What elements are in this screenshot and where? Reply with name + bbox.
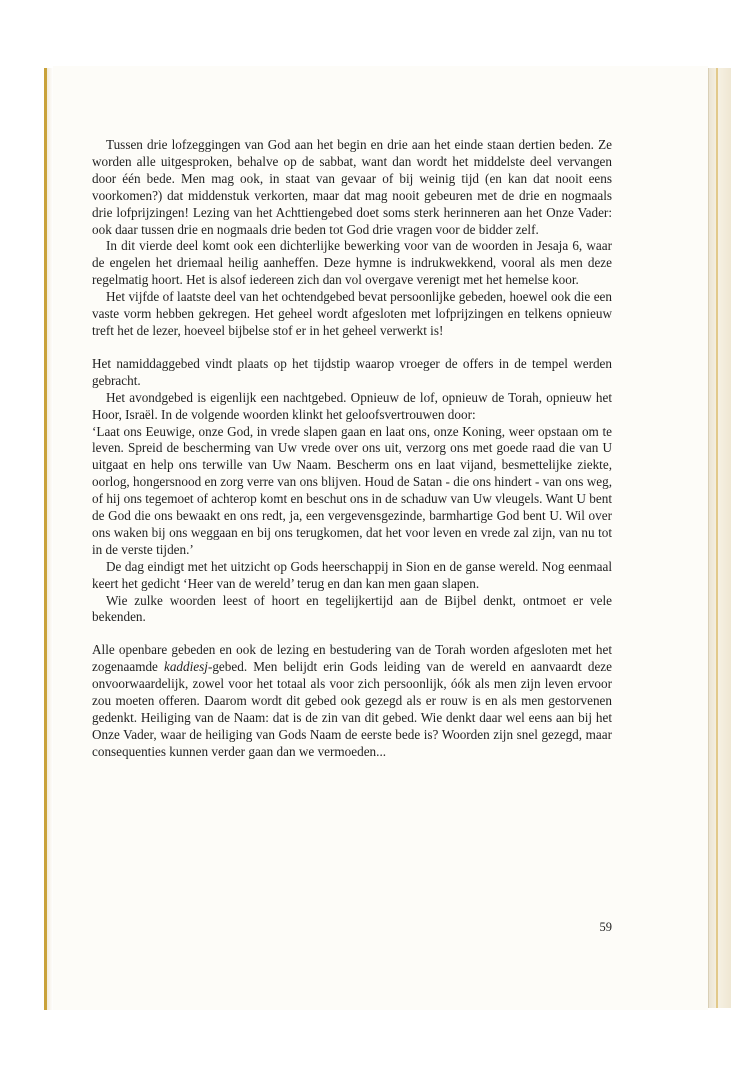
page-stack-edge-line	[716, 68, 718, 1008]
paragraph-lofzeggingen: Tussen drie lofzeggingen van God aan het begin en drie aan het einde staan dertien beden. Ze worden alle uitgesproken, behalve op de sabbat, want dan wordt het middelste deel vervangen door één bede. Men mag ook, in staat van gevaar of bij weinig tijd (en kan dat nooit eens voorkomen?) dat middenstuk verkorten, maar dat mag nooit gebeuren met de drie en nogmaals drie lofprijzingen! Lezing van het Achttiengebed doet soms sterk herinneren aan het Onze Vader: ook daar tussen drie en nogmaals drie beden tot God drie vragen voor de bidder zelf.	[92, 137, 612, 237]
paragraph-dag-eindigt: De dag eindigt met het uitzicht op Gods heerschappij in Sion en de ganse wereld. Nog eenmaal keert het gedicht ‘Heer van de wereld’ terug en dan kan men gaan slapen.	[92, 558, 612, 591]
paragraph-kaddiesj	[92, 642, 612, 760]
paragraph-vijfde-deel: Het vijfde of laatste deel van het ochtendgebed bevat persoonlijke gebeden, hoewel ook die een vaste vorm hebben gekregen. Het geheel wordt afgesloten met lofprijzingen en telkens opnieuw treft het de lezer, hoeveel bijbelse stof er in het geheel verwerkt is!	[92, 289, 612, 338]
kaddiesj-text-before: Alle openbare gebeden en ook de lezing en bestudering van de Torah worden afgesloten met het zogenaamde	[92, 642, 612, 675]
prayer-quote: ‘Laat ons Eeuwige, onze God, in vrede slapen gaan en laat ons, onze Koning, weer opstaan om te leven. Spreid de bescherming van Uw vrede over ons uit, verzorg ons met goede raad die van U uitgaat en help ons terwille van Uw Naam. Bescherm ons en laat vijand, besmettelijke ziekte, oorlog, hongersnood en zorg verre van ons blijven. Houd de Satan - die ons hindert - van ons weg, of hij ons tegemoet of achterop komt en beschut ons in de schaduw van Uw vleugels. Want U bent de God die ons bewaakt en ons redt, ja, een vergevensgezinde, barmhartige God bent U. Wil over ons waken bij ons weggaan en bij ons terugkomen, dat het voor leven en vrede zal zijn, van nu tot in de verste tijden.’	[92, 423, 612, 557]
kaddiesj-term: kaddiesj	[163, 659, 208, 675]
kaddiesj-text-after: -gebed. Men belijdt erin Gods leiding van de wereld en aanvaardt deze onvoorwaardelijk, zowel voor het totaal als voor zich persoonlijk, óók als men zijn leven ervoor zou moeten offeren. Daarom wordt dit gebed ook gezegd als er rouw is en als men gestorvenen gedenkt. Heiliging van de Naam: dat is de zin van dit gebed. Wie denkt daar wel eens aan bij het Onze Vader, waar de heiliging van Gods Naam de eerste bede is? Woorden zijn snel gezegd, maar consequenties kunnen verder gaan dan we vermoeden...	[92, 659, 613, 759]
page-number: 59	[599, 920, 612, 934]
paragraph-wie-zulke-woorden: Wie zulke woorden leest of hoort en tegelijkertijd aan de Bijbel denkt, ontmoet er vele bekenden.	[92, 592, 612, 625]
page-stack-edge	[708, 68, 731, 1008]
body-text	[92, 137, 612, 761]
paragraph-vierde-deel: In dit vierde deel komt ook een dichterlijke bewerking voor van de woorden in Jesaja 6, waar de engelen het driemaal heilig aanheffen. Deze hymne is indrukwekkend, vooral als men deze regelmatig hoort. Het is alsof iedereen zich dan vol overgave verenigt met het hemelse koor.	[92, 238, 612, 288]
paragraph-avondgebed: Het avondgebed is eigenlijk een nachtgebed. Opnieuw de lof, opnieuw de Torah, opnieuw het Hoor, Israël. In de volgende woorden klinkt het geloofsvertrouwen door:	[92, 389, 612, 422]
paragraph-namiddaggebed: Het namiddaggebed vindt plaats op het tijdstip waarop vroeger de offers in de tempel werden gebracht.	[92, 355, 612, 388]
